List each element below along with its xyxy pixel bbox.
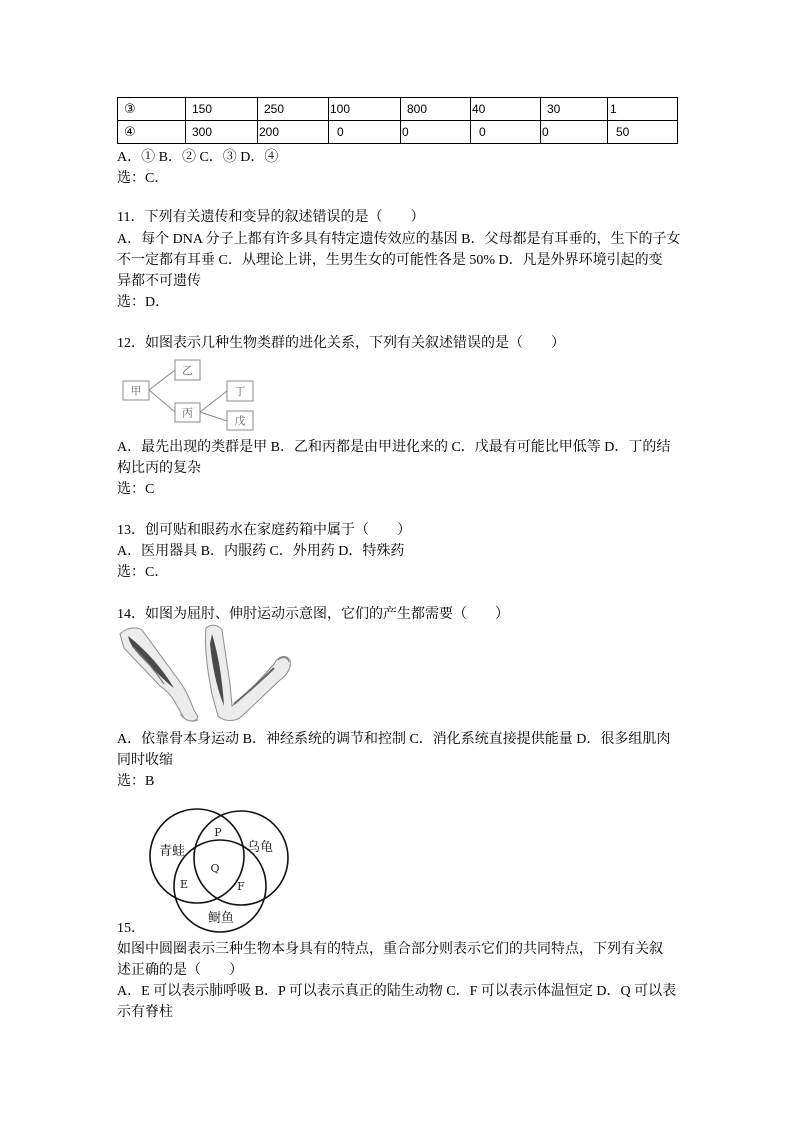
venn-label-frog: 青蛙	[159, 844, 186, 859]
branch-line	[149, 390, 175, 412]
table-row	[118, 98, 678, 121]
node-label-ding: 丁	[234, 385, 246, 398]
q11-answer: 选：D．	[117, 295, 170, 310]
q13-title: 13．创可贴和眼药水在家庭药箱中属于（ ）	[117, 523, 411, 538]
q14-options-block	[117, 729, 670, 792]
table-cell: 0	[401, 121, 471, 144]
node-label-jia: 甲	[130, 384, 142, 398]
node-label-yi: 乙	[182, 364, 193, 377]
node-label-bing: 丙	[182, 406, 193, 420]
venn-label-fish: 鲥鱼	[208, 911, 235, 926]
venn-region-q: Q	[210, 862, 220, 875]
q14-title: 14．如图为屈肘、伸肘运动示意图，它们的产生都需要（ ）	[117, 607, 509, 622]
q10-block	[117, 147, 278, 189]
venn-region-e: E	[179, 878, 189, 891]
table-cell: ④	[118, 121, 186, 144]
extended-arm-illustration	[120, 628, 198, 721]
q12-answer: 选：C	[117, 482, 155, 497]
q14-option-line: 同时收缩	[117, 753, 173, 768]
branch-line	[200, 412, 227, 421]
table-cell: 800	[401, 98, 471, 121]
table-cell: 1	[608, 98, 678, 121]
q11-title: 11．下列有关遗传和变异的叙述错误的是（ ）	[117, 210, 425, 225]
venn-label-turtle: 乌龟	[247, 840, 274, 855]
venn-region-p: P	[214, 826, 222, 839]
q12-options-block	[117, 437, 670, 500]
q13-block	[117, 520, 411, 583]
q11-option-line: 不一定都有耳垂 C．从理论上讲，生男生女的可能性各是 50% D．凡是外界环境引起的变	[117, 253, 663, 268]
table-cell: 200	[258, 121, 329, 144]
data-table	[117, 97, 678, 144]
table-row	[118, 121, 678, 144]
node-label-wu: 戊	[234, 414, 246, 428]
q14-title-block	[117, 604, 509, 625]
q11-block	[117, 207, 681, 313]
table-cell: 0	[471, 121, 541, 144]
table-cell: 150	[186, 98, 258, 121]
q12-option-line: 构比丙的复杂	[117, 461, 201, 476]
q11-option-line: 异都不可遗传	[117, 274, 201, 289]
q11-option-line: A．每个 DNA 分子上都有许多具有特定遗传效应的基因 B．父母都是有耳垂的，生下的子女	[117, 232, 681, 247]
table-cell: 300	[186, 121, 258, 144]
q15-text-line: 如图中圆圈表示三种生物本身具有的特点，重合部分则表示它们的共同特点，下列有关叙	[117, 942, 663, 957]
table-cell: 30	[541, 98, 608, 121]
table-cell: 50	[608, 121, 678, 144]
elbow-flexion-extension-figure	[118, 624, 296, 724]
table-cell: 40	[471, 98, 541, 121]
q12-option-line: A．最先出现的类群是甲 B．乙和丙都是由甲进化来的 C．戊最有可能比甲低等 D．丁的结	[117, 440, 671, 455]
q14-option-line: A．依靠骨本身运动 B．神经系统的调节和控制 C．消化系统直接提供能量 D．很多组肌肉	[117, 732, 671, 747]
branch-line	[149, 370, 175, 390]
q14-answer: 选：B	[117, 774, 155, 789]
q13-options: A．医用器具 B．内服药 C．外用药 D．特殊药	[117, 544, 405, 559]
table-cell: 0	[541, 121, 608, 144]
table-cell: 0	[329, 121, 401, 144]
q10-options: A．① B．② C．③ D．④	[117, 150, 279, 165]
q15-number: 15．	[117, 921, 145, 936]
q15-text-line: 述正确的是（ ）	[117, 963, 243, 978]
table-cell: 100	[329, 98, 401, 121]
q10-answer: 选：C．	[117, 171, 169, 186]
q12-title: 12．如图表示几种生物类群的进化关系，下列有关叙述错误的是（ ）	[117, 336, 565, 351]
q12-title-block	[117, 333, 565, 354]
evolution-tree-diagram	[118, 355, 258, 435]
table-cell: 250	[258, 98, 329, 121]
q15-option-line: 示有脊柱	[117, 1005, 173, 1020]
venn-region-f: F	[237, 880, 245, 893]
q13-answer: 选：C．	[117, 565, 169, 580]
q15-option-line: A．E 可以表示肺呼吸 B．P 可以表示真正的陆生动物 C．F 可以表示体温恒定 D．Q 可以表	[117, 984, 677, 999]
branch-line	[200, 391, 227, 412]
q15-block	[117, 918, 676, 1023]
table-cell: ③	[118, 98, 186, 121]
flexed-arm-illustration	[205, 625, 290, 720]
